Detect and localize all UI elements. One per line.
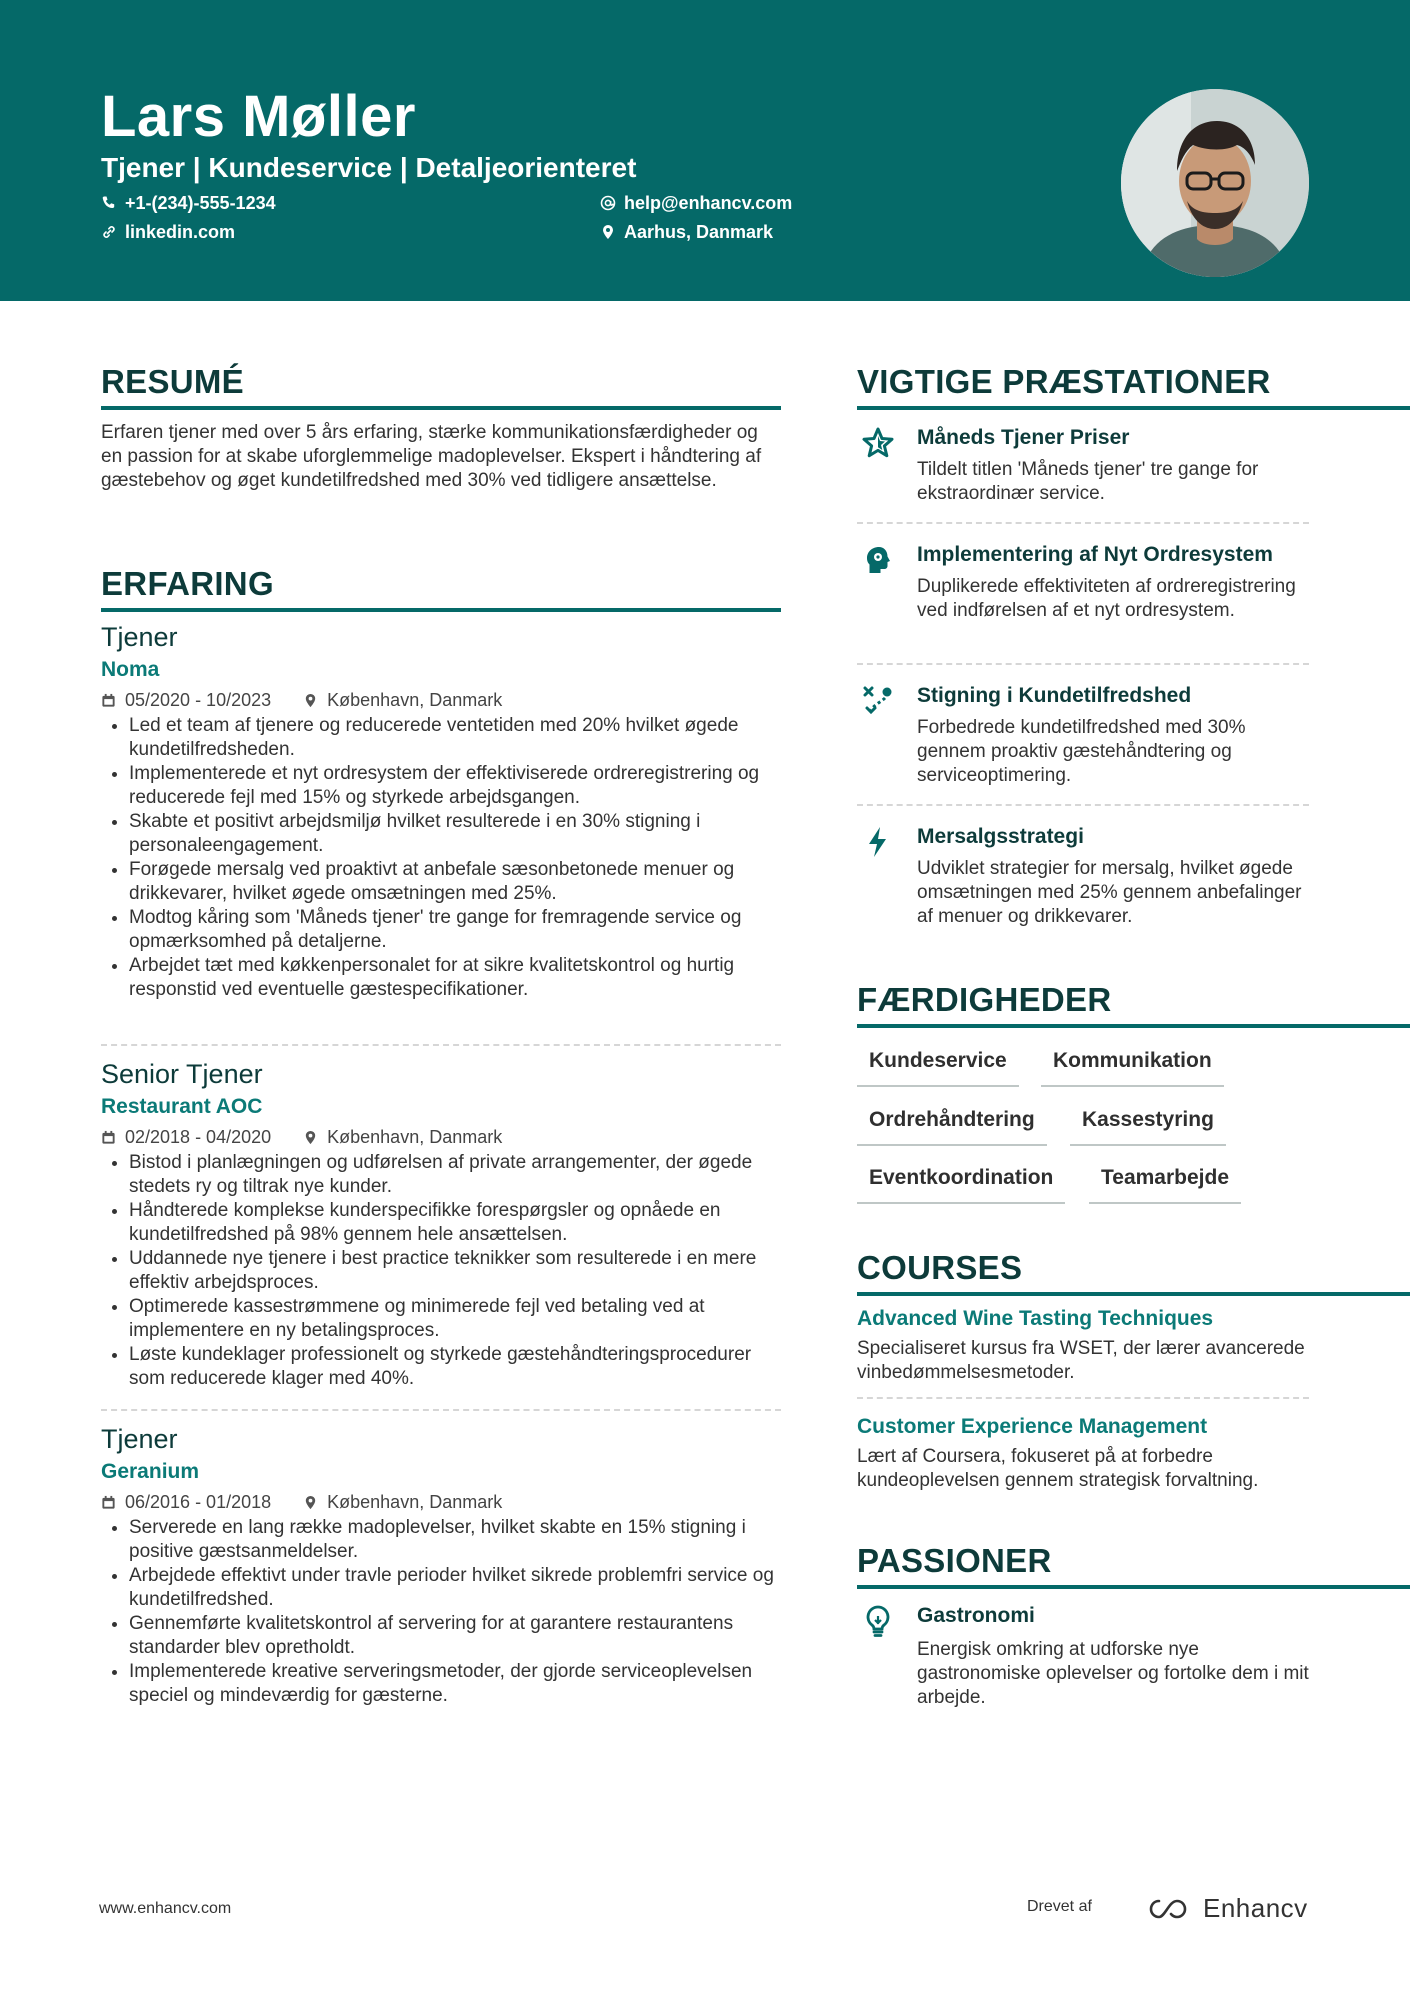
bolt-icon: [861, 825, 895, 859]
resume-section-title: RESUMÉ: [101, 362, 781, 410]
job-location: [303, 1125, 502, 1149]
job-title: Tjener: [101, 1424, 178, 1454]
course-divider: [857, 1397, 1309, 1399]
candidate-subtitle: Tjener | Kundeservice | Detaljeorienteret: [101, 152, 637, 183]
link-icon: [101, 224, 117, 240]
achievement-desc: Udviklet strategier for mersalg, hvilket øgede omsætningen med 25% gennem anbefalinger af menuer og drikkevarer.: [917, 858, 1302, 927]
lightbulb-icon: [861, 1604, 895, 1638]
job-bullet: • Gennemførte kvalitetskontrol af servering for at garantere restaurantens standarder blev opretholdt.: [129, 1612, 781, 1660]
achievement-divider: [857, 804, 1309, 806]
job-bullet: • Optimerede kassestrømmene og minimerede fejl ved betaling ved at implementere en ny betalingsproces.: [129, 1295, 781, 1343]
passion-desc: Energisk omkring at udforske nye gastronomiske oplevelser og fortolke dem i mit arbejde.: [917, 1639, 1309, 1708]
job-dates: 06/2016 - 01/2018: [125, 1492, 272, 1512]
head-icon: [861, 543, 895, 577]
job-location: [303, 688, 502, 712]
skill-tag: Ordrehåndtering: [857, 1106, 1047, 1146]
company-name: Restaurant AOC: [101, 1095, 263, 1118]
achievement-item: [857, 682, 1410, 802]
calendar-icon: [101, 693, 116, 708]
job-bullet: • Arbejdet tæt med køkkenpersonalet for at sikre kvalitetskontrol og hurtig responstid ved eventuelle gæstespecifikationer.: [129, 954, 781, 1002]
footer-brand: Enhancv: [1203, 1893, 1308, 1923]
job-meta: [101, 688, 781, 712]
job-bullet: • Arbejdede effektivt under travle perioder hvilket sikrede problemfri service og kundetilfredshed.: [129, 1564, 781, 1612]
job-entry: [101, 1057, 781, 1391]
job-bullet: • Uddannede nye tjenere i best practice teknikker som resulterede i en mere effektiv arbejdsproces.: [129, 1247, 781, 1295]
job-divider: [101, 1409, 781, 1411]
job-divider: [101, 1044, 781, 1046]
job-bullet: • Bistod i planlægningen og udførelsen af private arrangementer, der øgede stedets ry og tiltrak nye kunder.: [129, 1151, 781, 1199]
infinity-logo-icon: [1147, 1897, 1193, 1921]
candidate-name: Lars Møller: [101, 84, 416, 149]
achievement-title: Måneds Tjener Priser: [917, 426, 1130, 449]
footer-powered-by: Drevet af: [1027, 1898, 1092, 1915]
job-bullet: • Løste kundeklager professionelt og styrkede gæstehåndteringsprocedurer som reducerede klager med 40%.: [129, 1343, 781, 1391]
resume-summary: Erfaren tjener med over 5 års erfaring, stærke kommunikationsfærdigheder og en passion for at skabe uforglemmelige madoplevelser. Ekspert i håndtering af gæstebehov og øget kundetilfredshed med 30% ved tidligere ansættelse.: [101, 422, 762, 491]
job-meta: [101, 1490, 781, 1514]
job-bullet: • Implementerede kreative serveringsmetoder, der gjorde serviceoplevelsen speciel og mindeværdig for gæsterne.: [129, 1660, 781, 1708]
company-name: Noma: [101, 658, 160, 681]
contact-linkedin: [101, 220, 235, 244]
star-icon: [861, 426, 895, 460]
calendar-icon: [101, 1130, 116, 1145]
skill-tag: Kundeservice: [857, 1047, 1019, 1087]
passion-title: Gastronomi: [917, 1604, 1035, 1627]
job-dates: 02/2018 - 04/2020: [125, 1127, 272, 1147]
job-title: Senior Tjener: [101, 1059, 263, 1089]
job-bullet: • Serverede en lang række madoplevelser, hvilket skabte en 15% stigning i positive gæstsanmeldelser.: [129, 1516, 781, 1564]
job-location: [303, 1490, 502, 1514]
phone-icon: [101, 195, 117, 211]
skill-tag: Teamarbejde: [1089, 1164, 1241, 1204]
location-text: Aarhus, Danmark: [624, 222, 774, 242]
map-pin-icon: [303, 1130, 318, 1145]
resume-header: [0, 0, 1410, 301]
achievement-desc: Tildelt titlen 'Måneds tjener' tre gange for ekstraordinær service.: [917, 459, 1259, 504]
job-entry: [101, 1422, 781, 1708]
footer-url[interactable]: www.enhancv.com: [99, 1900, 232, 1917]
achievement-divider: [857, 522, 1309, 524]
skill-tag: Kommunikation: [1041, 1047, 1224, 1087]
enhancv-logo[interactable]: [1147, 1893, 1308, 1924]
job-entry: [101, 620, 781, 1002]
contact-location: [600, 220, 773, 244]
experience-section-title: ERFARING: [101, 564, 781, 612]
job-location-text: København, Danmark: [327, 1492, 503, 1512]
achievement-divider: [857, 663, 1309, 665]
job-bullet: • Skabte et positivt arbejdsmiljø hvilket resulterede i en 30% stigning i personaleengagement.: [129, 810, 781, 858]
achievement-item: [857, 541, 1410, 661]
skill-tag: Kassestyring: [1070, 1106, 1226, 1146]
achievement-item: [857, 424, 1410, 524]
skills-section-title: FÆRDIGHEDER: [857, 980, 1410, 1028]
achievement-item: [857, 823, 1410, 943]
passions-section-title: PASSIONER: [857, 1541, 1410, 1589]
achievement-desc: Duplikerede effektiviteten af ordreregistrering ved indførelsen af et nyt ordresystem.: [917, 576, 1296, 621]
map-pin-icon: [303, 1495, 318, 1510]
achievement-title: Mersalgsstrategi: [917, 825, 1084, 848]
company-name: Geranium: [101, 1460, 200, 1483]
profile-photo: [1121, 89, 1309, 277]
job-title: Tjener: [101, 622, 178, 652]
course-title: Advanced Wine Tasting Techniques: [857, 1307, 1214, 1330]
job-bullet: • Led et team af tjenere og reducerede ventetiden med 20% hvilket øgede kundetilfredsheden.: [129, 714, 781, 762]
achievement-title: Stigning i Kundetilfredshed: [917, 684, 1192, 707]
achievements-section-title: VIGTIGE PRÆSTATIONER: [857, 362, 1410, 410]
job-bullets: [101, 714, 781, 1002]
job-bullet: • Håndterede komplekse kunderspecifikke forespørgsler og opnåede en kundetilfredshed på 98% gennem hele ansættelsen.: [129, 1199, 781, 1247]
linkedin-link[interactable]: linkedin.com: [125, 222, 236, 242]
job-bullets: [101, 1516, 781, 1708]
at-icon: [600, 195, 616, 211]
job-dates: 05/2020 - 10/2023: [125, 690, 272, 710]
job-bullet: • Forøgede mersalg ved proaktivt at anbefale sæsonbetonede menuer og drikkevarer, hvilket øgede omsætningen med 25%.: [129, 858, 781, 906]
route-icon: [861, 684, 895, 718]
job-meta: [101, 1125, 781, 1149]
job-bullet: • Modtog kåring som 'Måneds tjener' tre gange for fremragende service og opmærksomhed på detaljerne.: [129, 906, 781, 954]
job-bullets: [101, 1151, 781, 1391]
contact-email: [600, 191, 792, 215]
achievement-title: Implementering af Nyt Ordresystem: [917, 543, 1273, 566]
calendar-icon: [101, 1495, 116, 1510]
email-link[interactable]: help@enhancv.com: [624, 193, 793, 213]
course-desc: Lært af Coursera, fokuseret på at forbedre kundeoplevelsen gennem strategisk forvaltning.: [857, 1446, 1259, 1491]
job-location-text: København, Danmark: [327, 690, 503, 710]
passion-item: [857, 1602, 1410, 1722]
skill-tag: Eventkoordination: [857, 1164, 1065, 1204]
map-pin-icon: [600, 224, 616, 240]
courses-section-title: COURSES: [857, 1248, 1410, 1296]
course-title: Customer Experience Management: [857, 1415, 1208, 1438]
achievement-desc: Forbedrede kundetilfredshed med 30% gennem proaktiv gæstehåndtering og serviceoptimering.: [917, 717, 1246, 786]
course-desc: Specialiseret kursus fra WSET, der lærer avancerede vinbedømmelsesmetoder.: [857, 1338, 1305, 1383]
map-pin-icon: [303, 693, 318, 708]
phone-text: +1-(234)-555-1234: [125, 193, 276, 213]
contact-phone: [101, 191, 276, 215]
job-bullet: • Implementerede et nyt ordresystem der effektiviserede ordreregistrering og reducerede fejl med 15% og styrkede arbejdsgangen.: [129, 762, 781, 810]
job-location-text: København, Danmark: [327, 1127, 503, 1147]
